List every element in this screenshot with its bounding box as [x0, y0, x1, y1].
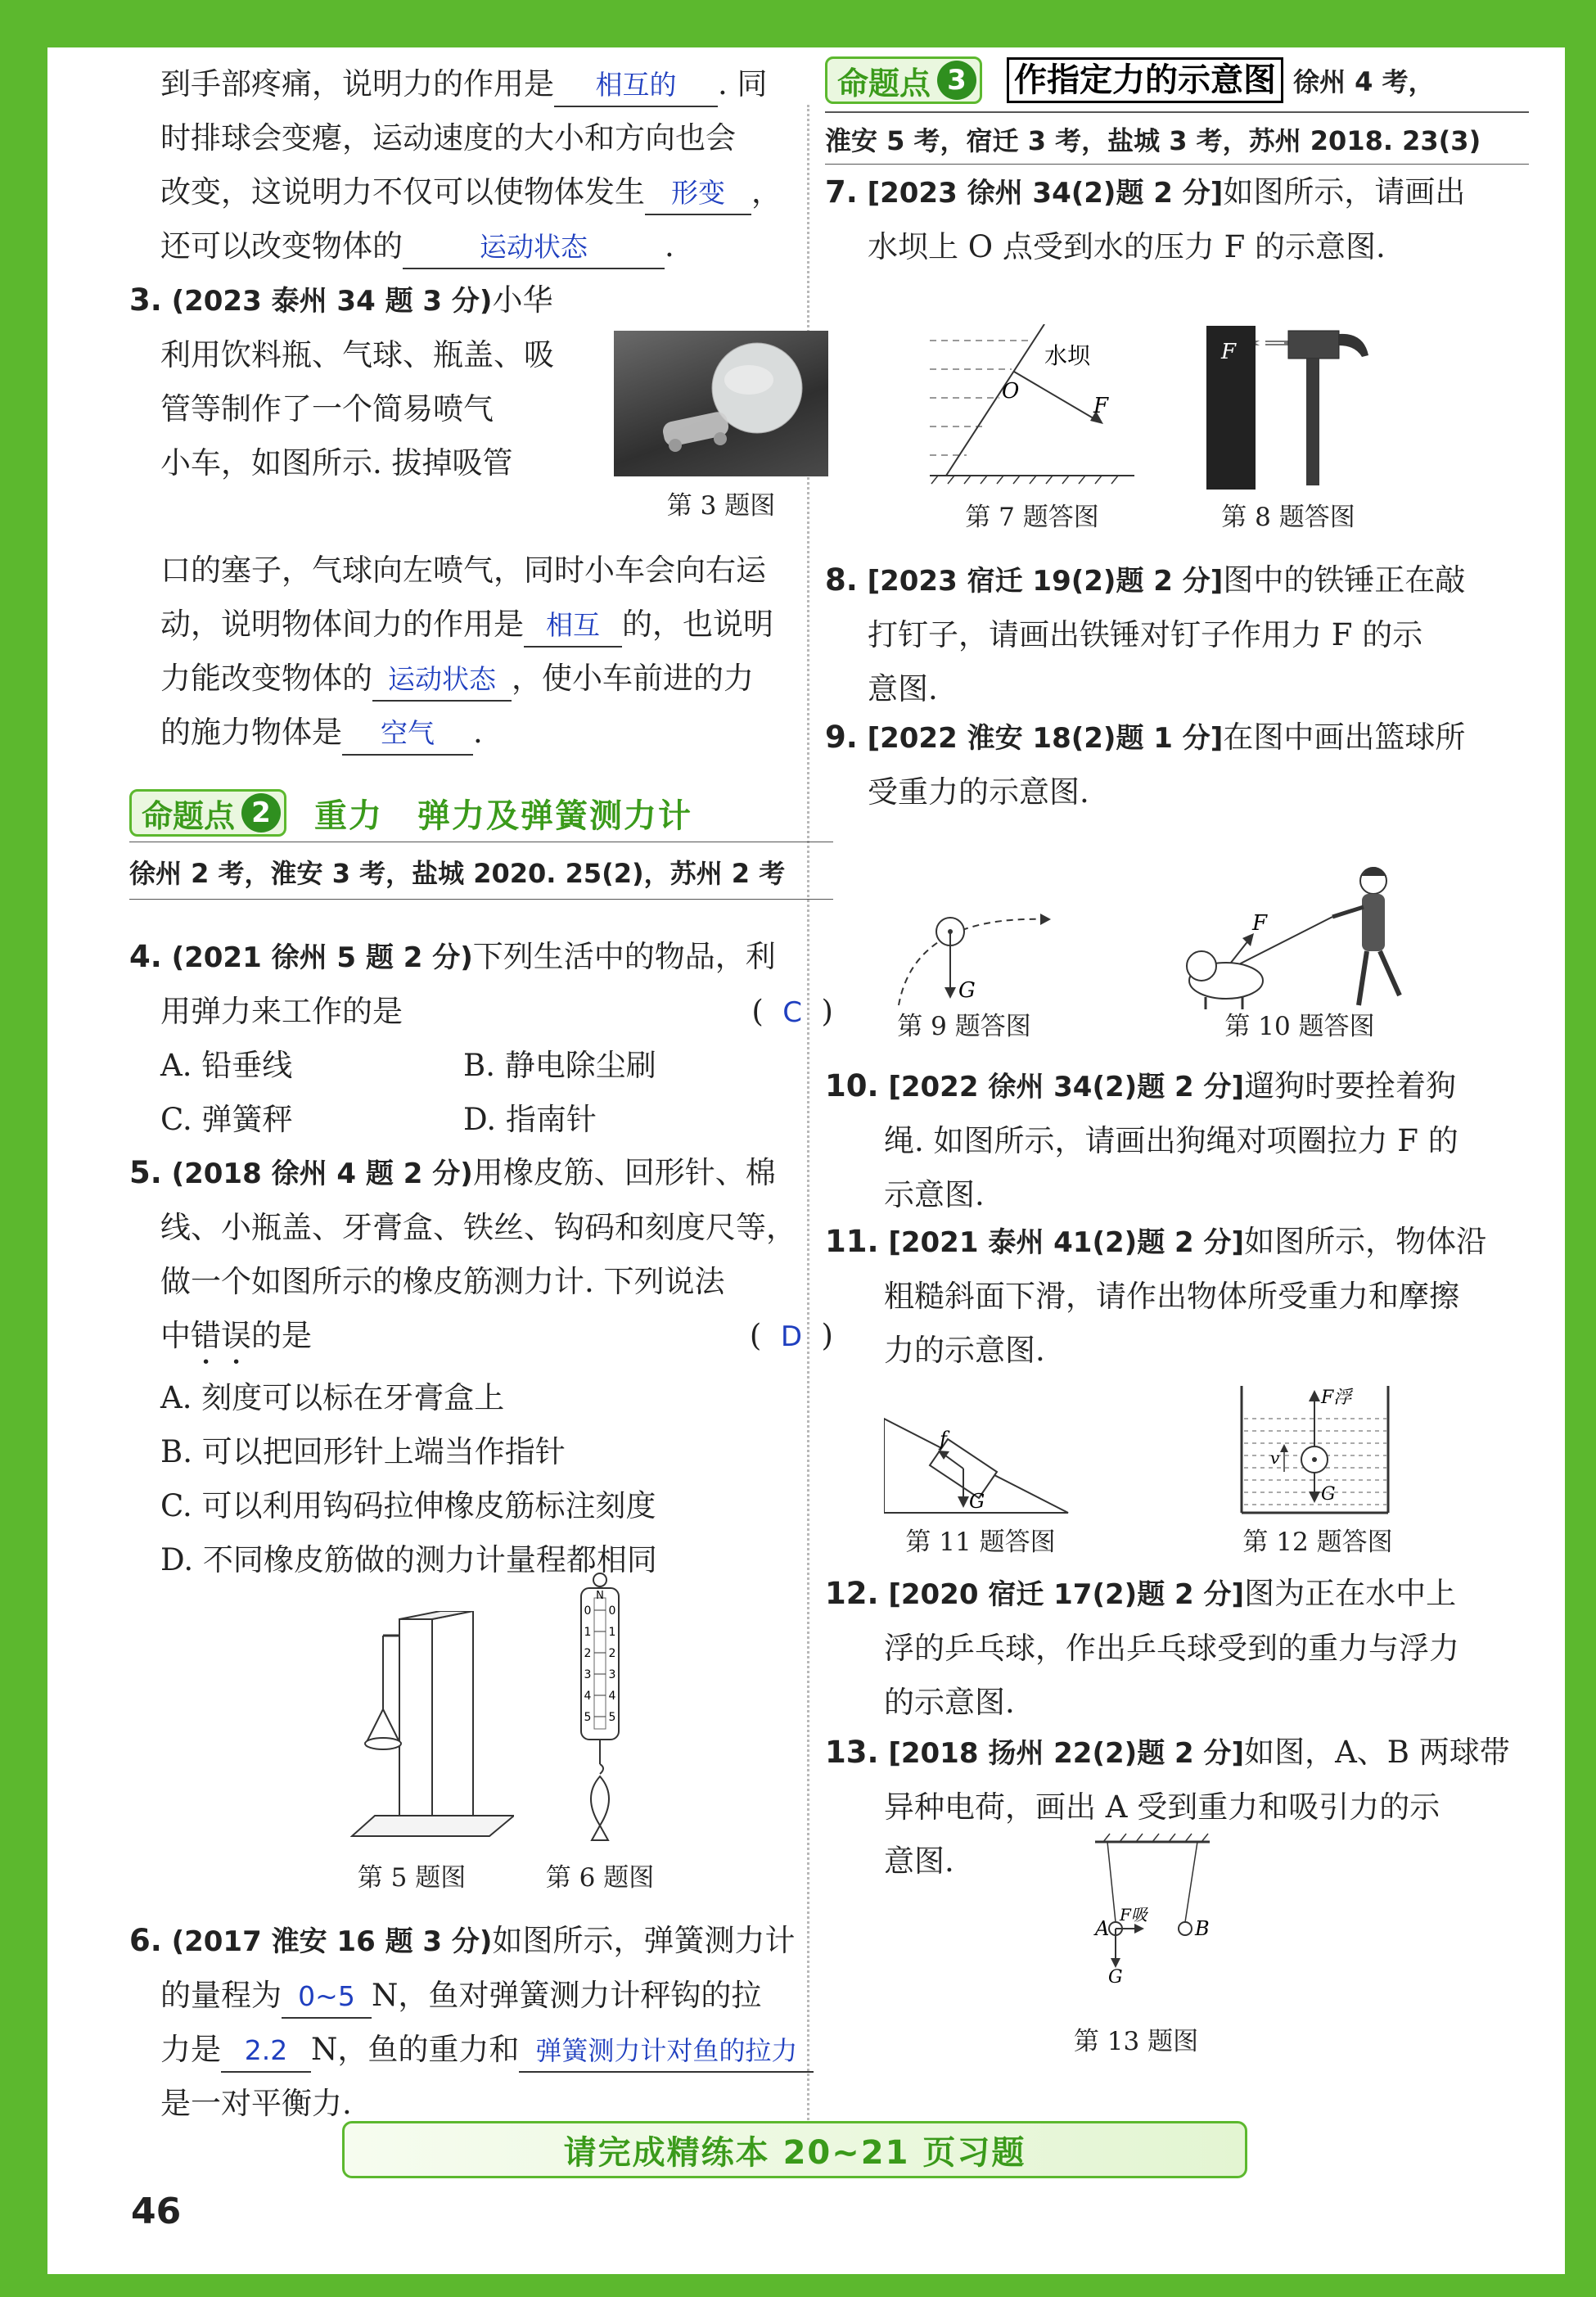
gravity-label: G	[1321, 1484, 1336, 1505]
text: 力是	[160, 2032, 221, 2067]
text: 意图.	[884, 1843, 954, 1879]
question-6	[129, 1914, 866, 2131]
friction-label: f	[940, 1428, 947, 1451]
question-number: 10.	[825, 1068, 879, 1103]
question-4	[129, 930, 833, 1147]
scale-tick-label: 2	[584, 1647, 592, 1660]
page	[47, 47, 1565, 2274]
text: 异种电荷，画出 A 受到重力和吸引力的示	[884, 1789, 1440, 1825]
text: 打钉子，请画出铁锤对钉子作用力 F 的示	[868, 617, 1423, 652]
answer-blank[interactable]: 运动状态	[372, 659, 512, 702]
velocity-label: v	[1270, 1448, 1280, 1468]
section-exam-info: 淮安 5 考，宿迁 3 考，盐城 3 考，苏州 2018. 23(3)	[825, 125, 1481, 156]
figure-caption: 第 6 题图	[545, 1863, 655, 1893]
page-border-bottom	[0, 2274, 1596, 2297]
divider	[825, 164, 1529, 165]
text: 到手部疼痛，说明力的作用是	[160, 66, 554, 102]
figure-caption: 第 9 题答图	[897, 1012, 1031, 1041]
option-a[interactable]: A. 铅垂线	[160, 1048, 293, 1083]
text: 如图所示，请画出	[1223, 174, 1466, 210]
gravity-label: G	[1108, 1967, 1123, 1983]
section-badge	[129, 789, 286, 837]
charged-balls-diagram	[1071, 1832, 1218, 1983]
figure-caption: 第 7 题答图	[965, 503, 1099, 532]
answer-blank[interactable]: 空气	[342, 713, 473, 756]
question-source: [2018 扬州 22(2)题 2 分]	[888, 1737, 1245, 1770]
scale-tick-label: 1	[584, 1626, 592, 1639]
dam-label: 水坝	[1044, 342, 1091, 369]
attraction-force-label: F吸	[1120, 1905, 1147, 1925]
question-number: 13.	[825, 1735, 879, 1770]
text: 的，也说明	[622, 607, 773, 642]
question-number: 8.	[825, 562, 858, 598]
hammer-nail-diagram	[1206, 326, 1370, 490]
scale-unit: N	[596, 1590, 604, 1602]
section-label: 命题点	[837, 65, 931, 102]
spring-scale-illustration	[571, 1572, 629, 1850]
text: 的量程为	[160, 1978, 282, 2013]
section-badge	[825, 56, 982, 104]
gravity-label: G	[969, 1490, 985, 1513]
car-photo	[614, 331, 828, 476]
question-source: [2023 徐州 34(2)题 2 分]	[867, 177, 1224, 210]
answer-blank[interactable]: 2.2	[221, 2030, 311, 2073]
text: 小车，如图所示. 拔掉吸管	[160, 445, 513, 481]
buoyancy-label: F浮	[1321, 1388, 1352, 1408]
floating-ball-diagram	[1239, 1382, 1391, 1517]
figure-13	[1071, 1832, 1218, 1983]
option-b[interactable]: B. 可以把回形针上端当作指针	[160, 1434, 566, 1469]
section-number: 2	[241, 793, 281, 833]
scale-tick-label: 0	[584, 1604, 592, 1618]
text: . 同	[718, 66, 768, 102]
question-7	[825, 165, 1529, 274]
scale-tick-label: 0	[608, 1604, 616, 1618]
gravity-label: G	[958, 978, 976, 1003]
choice-answer[interactable]: C	[782, 996, 803, 1029]
section-3-heading	[825, 56, 1435, 105]
dam-force-diagram	[930, 324, 1134, 488]
force-label: F	[1221, 340, 1237, 364]
question-5	[129, 1146, 833, 1587]
scale-tick-label: 4	[584, 1690, 592, 1703]
option-c[interactable]: C. 可以利用钩码拉伸橡皮筋标注刻度	[160, 1488, 656, 1523]
force-label: F	[1093, 394, 1109, 418]
answer-blank[interactable]: 运动状态	[403, 227, 665, 269]
section-title: 作指定力的示意图	[1007, 57, 1283, 103]
text: 是一对平衡力.	[160, 2086, 352, 2121]
question-number: 12.	[825, 1576, 879, 1611]
text: 的示意图.	[884, 1685, 1015, 1720]
question-source: (2023 泰州 34 题 3 分)	[171, 285, 493, 318]
q2-continuation	[160, 57, 864, 273]
text: 如图所示，物体沿	[1244, 1224, 1487, 1259]
basketball-gravity-diagram	[890, 899, 1054, 1022]
question-12	[825, 1567, 1529, 1730]
question-number: 7.	[825, 174, 858, 210]
option-c[interactable]: C. 弹簧秤	[160, 1102, 293, 1137]
text: 用橡皮筋、回形针、棉	[472, 1155, 776, 1190]
figure-caption: 第 5 题图	[357, 1863, 467, 1893]
scale-tick-label: 5	[608, 1711, 616, 1724]
question-number: 11.	[825, 1224, 879, 1259]
section-label: 命题点	[142, 797, 236, 834]
question-source: [2022 淮安 18(2)题 1 分]	[867, 722, 1224, 755]
text: N，鱼的重力和	[311, 2032, 520, 2067]
section-exam-info: 徐州 2 考，淮安 3 考，盐城 2020. 25(2)，苏州 2 考	[129, 858, 786, 889]
text: 图为正在水中上	[1244, 1576, 1457, 1611]
answer-bracket: ( D )	[749, 1318, 833, 1353]
text: ，	[751, 174, 782, 210]
question-source: [2023 宿迁 19(2)题 2 分]	[867, 565, 1224, 598]
figure-6	[571, 1572, 629, 1850]
scale-tick-label: 4	[608, 1690, 616, 1703]
text: 在图中画出篮球所	[1223, 720, 1466, 755]
banner-text: 请完成精练本 20~21 页习题	[563, 2133, 1026, 2172]
answer-blank[interactable]: 弹簧测力计对鱼的拉力	[519, 2030, 814, 2073]
page-number: 46	[131, 2191, 182, 2232]
question-8	[825, 553, 1529, 716]
question-source: [2021 泰州 41(2)题 2 分]	[888, 1226, 1245, 1259]
question-9	[825, 711, 1529, 819]
text: 做一个如图所示的橡皮筋测力计. 下列说法	[160, 1264, 725, 1299]
text: 线、小瓶盖、牙膏盒、铁丝、钩码和刻度尺等，	[160, 1210, 796, 1245]
divider	[129, 899, 833, 900]
question-10	[825, 1059, 1529, 1222]
incline-forces-diagram	[884, 1415, 1072, 1517]
answer-blank[interactable]: 0~5	[282, 1976, 372, 2019]
question-source: (2021 徐州 5 题 2 分)	[171, 941, 473, 974]
option-d[interactable]: D. 不同橡皮筋做的测力计量程都相同	[160, 1542, 657, 1577]
figure-caption: 第 8 题答图	[1221, 503, 1355, 532]
figure-12	[1239, 1382, 1391, 1517]
dog-leash-diagram	[1177, 858, 1455, 1022]
answer-blank[interactable]: 相互	[524, 605, 622, 648]
text: 遛狗时要拴着狗	[1244, 1068, 1457, 1103]
text: 的是	[251, 1318, 312, 1353]
text: 时排球会变瘪，运动速度的大小和方向也会	[160, 120, 736, 156]
figure-caption: 第 13 题图	[1073, 2027, 1199, 2056]
section-exam-info: 徐州 4 考，	[1293, 66, 1435, 97]
answer-bracket: ( C )	[751, 994, 833, 1029]
point-label: O	[1002, 379, 1020, 404]
text: 如图，A、B 两球带	[1244, 1735, 1510, 1770]
question-source: (2017 淮安 16 题 3 分)	[171, 1925, 493, 1958]
text: 力能改变物体的	[160, 661, 372, 696]
option-a[interactable]: A. 刻度可以标在牙膏盒上	[160, 1380, 505, 1415]
figure-7	[930, 324, 1134, 488]
question-number: 6.	[129, 1923, 162, 1958]
page-border-left	[0, 0, 47, 2297]
text: 下列生活中的物品，利	[472, 939, 776, 974]
text: 图中的铁锤正在敲	[1223, 562, 1466, 598]
emphasis-text: 错误	[191, 1318, 251, 1353]
text: 的施力物体是	[160, 715, 342, 750]
question-number: 3.	[129, 282, 162, 318]
divider	[825, 111, 1529, 113]
question-source: [2020 宿迁 17(2)题 2 分]	[888, 1578, 1245, 1611]
question-number: 4.	[129, 939, 162, 974]
page-border-top	[0, 0, 1596, 47]
figure-11	[884, 1415, 1072, 1517]
balloon-car-illustration	[614, 331, 828, 476]
section-title: 重力 弹力及弹簧测力计	[314, 797, 693, 835]
text: 粗糙斜面下滑，请作出物体所受重力和摩擦	[884, 1279, 1459, 1314]
question-source: [2022 徐州 34(2)题 2 分]	[888, 1071, 1245, 1103]
choice-answer[interactable]: D	[780, 1320, 803, 1353]
text: 中	[160, 1318, 191, 1353]
text: 绳. 如图所示，请画出狗绳对项圈拉力 F 的	[884, 1123, 1458, 1158]
text: 管等制作了一个简易喷气	[160, 391, 494, 426]
scale-tick-label: 1	[608, 1626, 616, 1639]
question-source: (2018 徐州 4 题 2 分)	[171, 1158, 473, 1190]
question-11	[825, 1215, 1529, 1378]
text: 改变，这说明力不仅可以使物体发生	[160, 174, 645, 210]
option-d[interactable]: D. 指南针	[463, 1102, 597, 1137]
text: 还可以改变物体的	[160, 228, 403, 264]
scale-tick-label: 2	[608, 1647, 616, 1660]
text: ，使小车前进的力	[512, 661, 754, 696]
question-number: 9.	[825, 720, 858, 755]
question-3-continued	[160, 544, 864, 760]
practice-reminder-banner	[342, 2121, 1247, 2178]
figure-8	[1206, 326, 1370, 490]
figure-caption: 第 11 题答图	[905, 1528, 1056, 1557]
text: .	[665, 228, 674, 264]
text: 力的示意图.	[884, 1333, 1045, 1368]
text: 如图所示，弹簧测力计	[492, 1923, 796, 1958]
option-b[interactable]: B. 静电除尘刷	[463, 1048, 656, 1083]
answer-blank[interactable]: 相互的	[554, 65, 718, 107]
figure-5	[350, 1611, 514, 1848]
text: 用弹力来工作的是	[160, 994, 403, 1029]
scale-tick-label: 3	[584, 1668, 592, 1681]
text: 受重力的示意图.	[868, 774, 1089, 810]
question-3	[129, 273, 555, 490]
figure-caption: 第 12 题答图	[1242, 1528, 1393, 1557]
text: 动，说明物体间力的作用是	[160, 607, 524, 642]
text: 水坝上 O 点受到水的压力 F 的示意图.	[868, 229, 1386, 264]
scale-tick-label: 5	[584, 1711, 592, 1724]
section-2-heading	[129, 788, 692, 837]
figure-caption: 第 10 题答图	[1224, 1012, 1375, 1041]
ball-b-label: B	[1195, 1917, 1210, 1940]
text: .	[473, 715, 483, 750]
figure-caption: 第 3 题图	[666, 491, 776, 521]
answer-blank[interactable]: 形变	[645, 173, 751, 215]
text: 意图.	[868, 671, 938, 706]
question-number: 5.	[129, 1155, 162, 1190]
scale-tick-label: 3	[608, 1668, 616, 1681]
page-border-right	[1565, 0, 1596, 2297]
rubber-band-dynamometer-illustration	[350, 1611, 514, 1848]
text: 小华	[492, 282, 553, 318]
section-number: 3	[937, 61, 976, 100]
text: 浮的乒乓球，作出乒乓球受到的重力与浮力	[884, 1631, 1459, 1666]
ball-a-label: A	[1095, 1917, 1110, 1940]
text: 示意图.	[884, 1177, 985, 1212]
text: 口的塞子，气球向左喷气，同时小车会向右运	[160, 553, 766, 588]
figure-9	[890, 899, 1054, 1022]
force-label: F	[1252, 911, 1268, 936]
text: N，鱼对弹簧测力计秤钩的拉	[372, 1978, 762, 2013]
text: 利用饮料瓶、气球、瓶盖、吸	[160, 337, 554, 372]
figure-10	[1177, 858, 1455, 1022]
